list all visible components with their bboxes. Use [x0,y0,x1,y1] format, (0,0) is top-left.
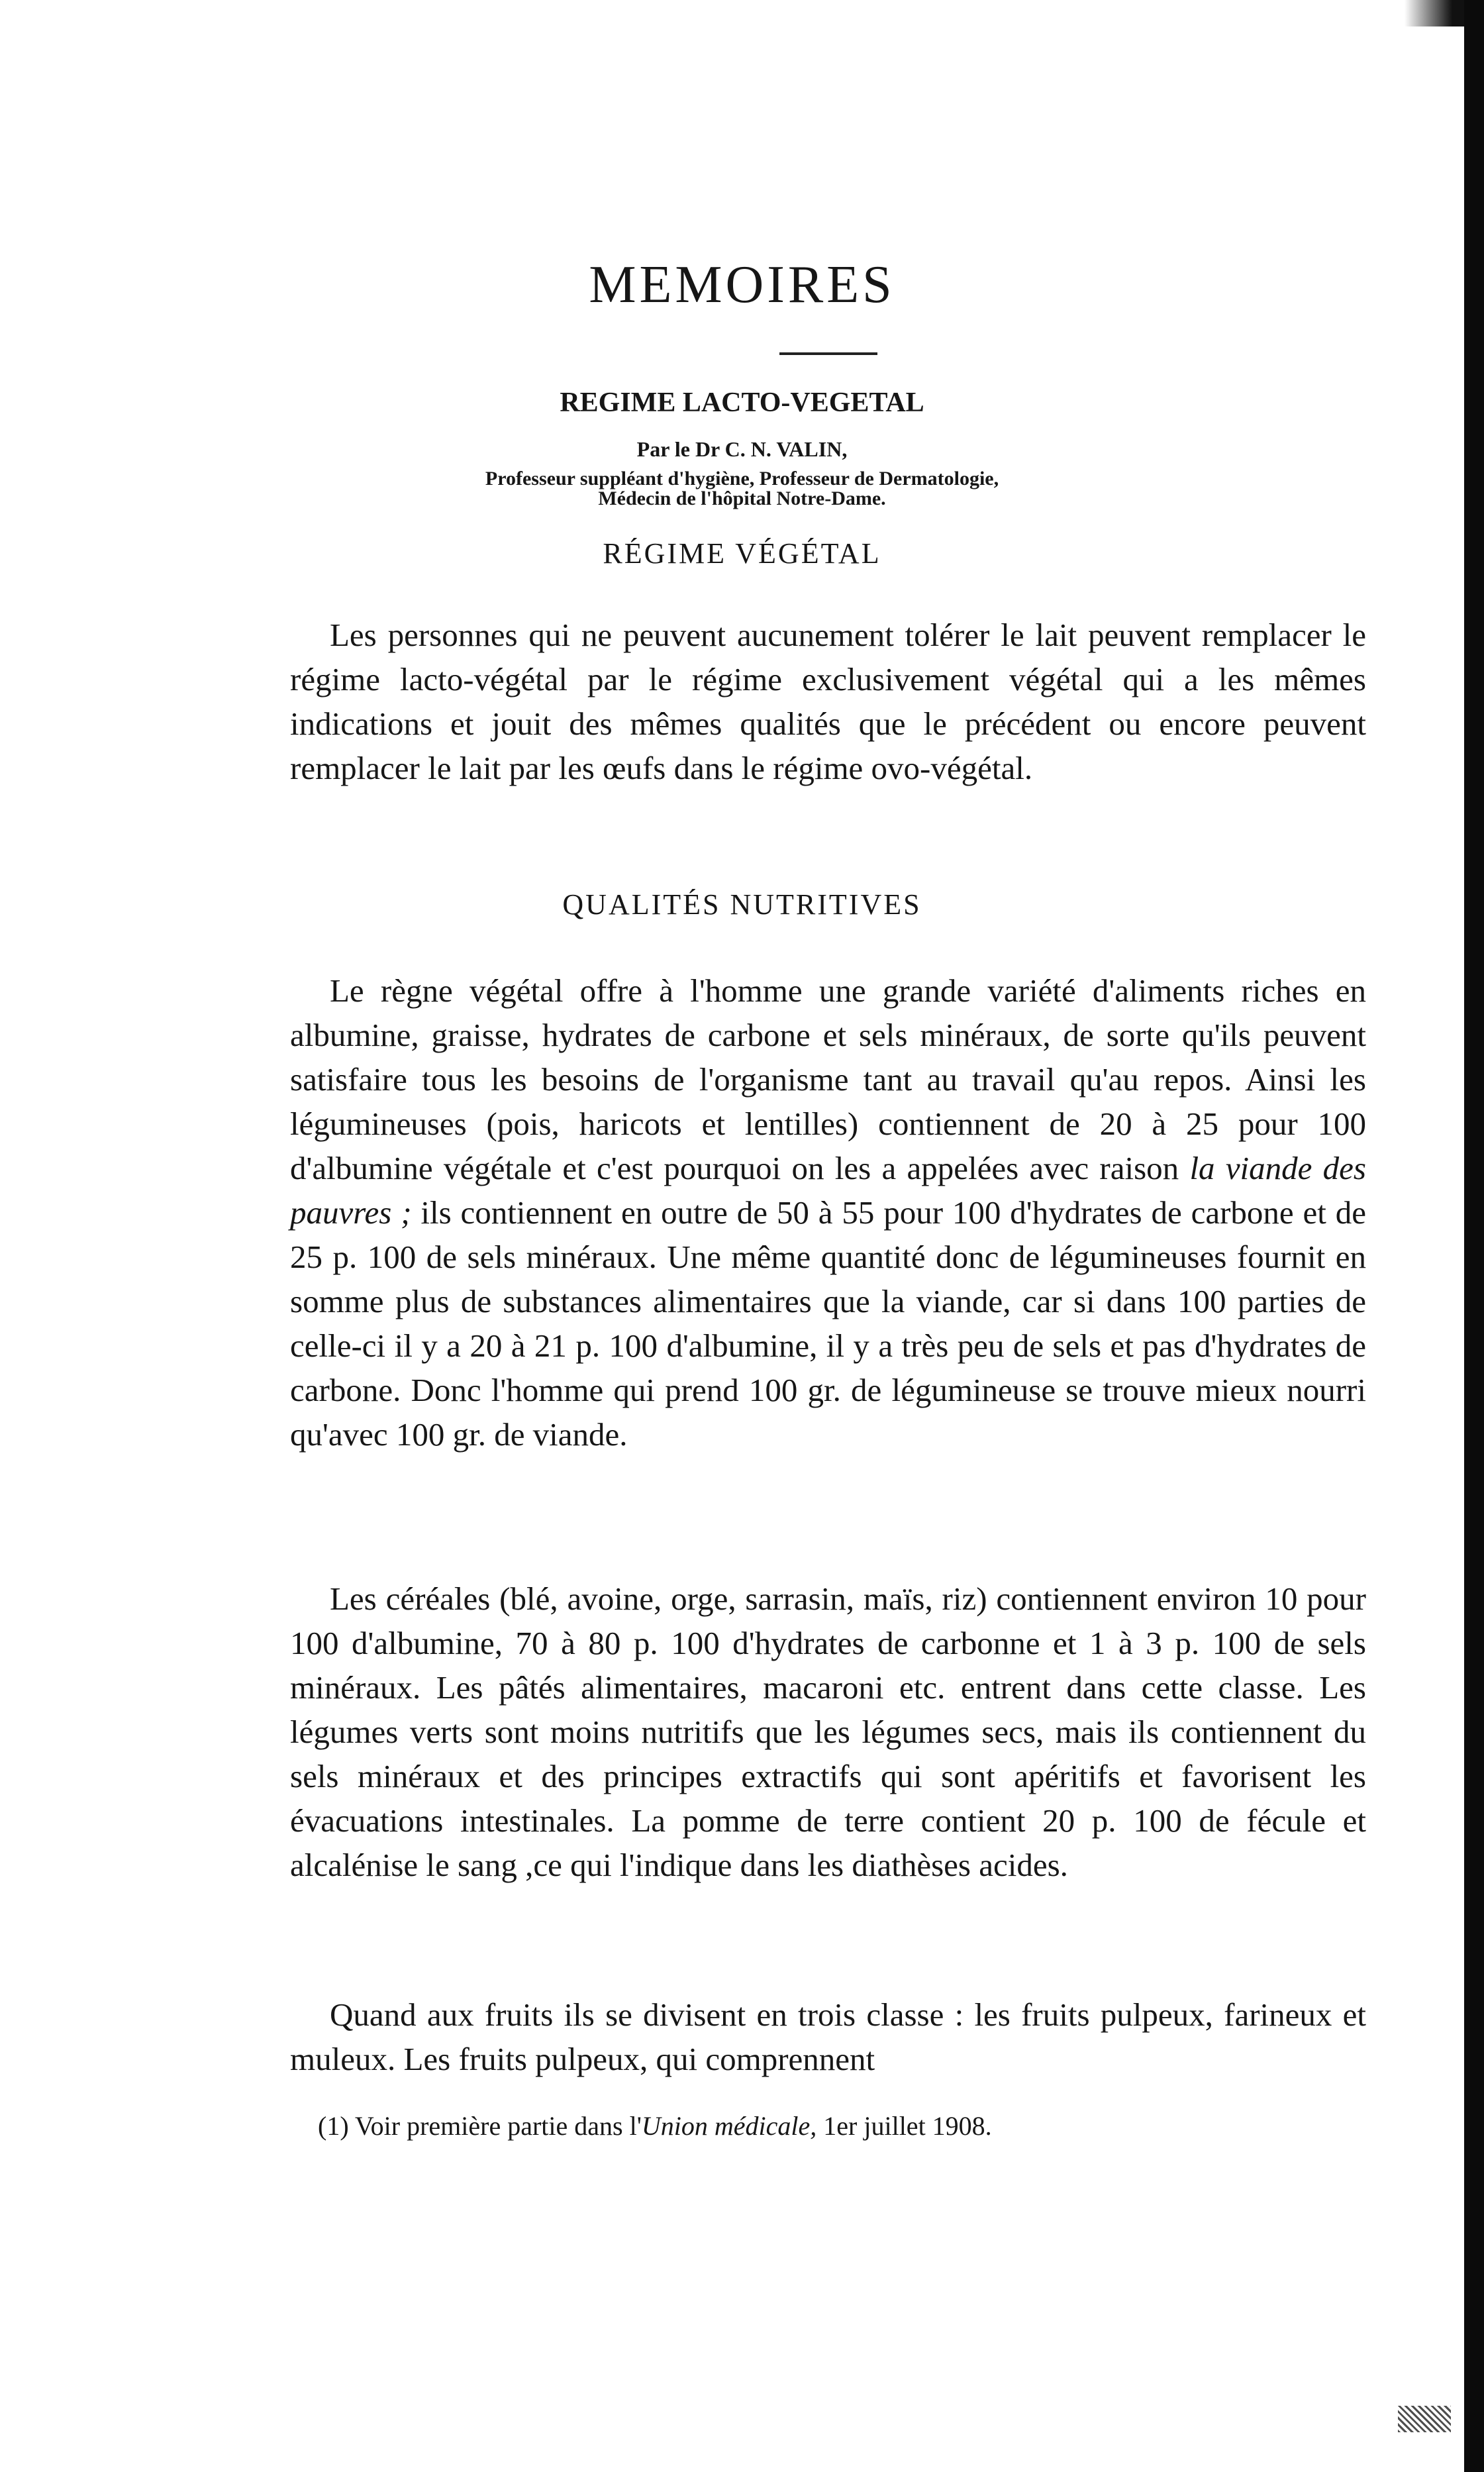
section-heading-qualites-nutritives: QUALITÉS NUTRITIVES [562,888,922,921]
paragraph-2-text [290,968,1366,1457]
article-title: REGIME LACTO-VEGETAL [560,387,924,418]
affiliation-line-1: Professeur suppléant d'hygiène, Professeur de Dermatologie, [485,468,999,489]
paragraph-2-part-2: ils contiennent en outre de 50 à 55 pour 100 d'hydrates de carbone et de 25 p. 100 de sels minéraux. Une même quantité donc de légumineuses fournit en somme plus de substances alimentaires que la viande, car si dans 100 parties de celle-ci il y a 20 à 21 p. 100 d'albumine, il y a très peu de sels et pas d'hydrates de carbone. Donc l'homme qui prend 100 gr. de légumineuse se trouve mieux nourri qu'avec 100 gr. de viande. [290,1194,1366,1453]
affiliation-line-2: Médecin de l'hôpital Notre-Dame. [598,488,886,509]
footnote-part-1: (1) Voir première partie dans l' [318,2111,642,2141]
title-rule [779,352,877,355]
paragraph-2-part-1: Le règne végétal offre à l'homme une grande variété d'aliments riches en albumine, graisse, hydrates de carbone et sels minéraux, de sorte qu'ils peuvent satisfaire tous les besoins de l'organisme tant au travail qu'au repos. Ainsi les légumineuses (pois, haricots et lentilles) contiennent de 20 à 25 pour 100 d'albumine végétale et c'est pourquoi on les a appelées avec raison [290,972,1366,1186]
paragraph-3-text: Les céréales (blé, avoine, orge, sarrasin, maïs, riz) contiennent environ 10 pour 100 d'albumine, 70 à 80 p. 100 d'hydrates de carbonne et 1 à 3 p. 100 de sels minéraux. Les pâtés alimentaires, macaroni etc. entrent dans cette classe. Les légumes verts sont moins nutritifs que les légumes secs, mais ils contiennent du sels minéraux et des principes extractifs qui sont apéritifs et favorisent les évacuations intestinales. La pomme de terre contient 20 p. 100 de fécule et alcalénise le sang ,ce qui l'indique dans les diathèses acides. [290,1580,1366,1883]
paragraph-2-italic: la viande des pauvres ; [290,1150,1367,1231]
scan-smudge [1398,2406,1451,2432]
footnote-part-2: 1er juillet 1908. [816,2111,992,2141]
footnote-italic: Union médicale, [641,2111,817,2141]
scan-edge-right [1464,0,1484,2472]
author-byline: Par le Dr C. N. VALIN, [636,437,848,461]
paragraph-1 [290,613,1366,790]
footnote [318,2110,1377,2143]
author-affiliation [0,469,1484,509]
paragraph-1-text: Les personnes qui ne peuvent aucunement tolérer le lait peuvent remplacer le régime lacto-végétal par le régime exclusivement végétal qui a les mêmes indications et jouit des mêmes qualités que le précédent ou encore peuvent remplacer le lait par les œufs dans le régime ovo-végétal. [290,617,1366,786]
section-heading-regime-vegetal: RÉGIME VÉGÉTAL [603,537,881,570]
paragraph-3 [290,1576,1366,1887]
paragraph-4 [290,1992,1366,2081]
paragraph-4-text: Quand aux fruits ils se divisent en trois classe : les fruits pulpeux, farineux et muleux. Les fruits pulpeux, qui comprennent [290,1996,1366,2077]
paragraph-2 [290,968,1366,1457]
page-title: MEMOIRES [589,256,895,314]
